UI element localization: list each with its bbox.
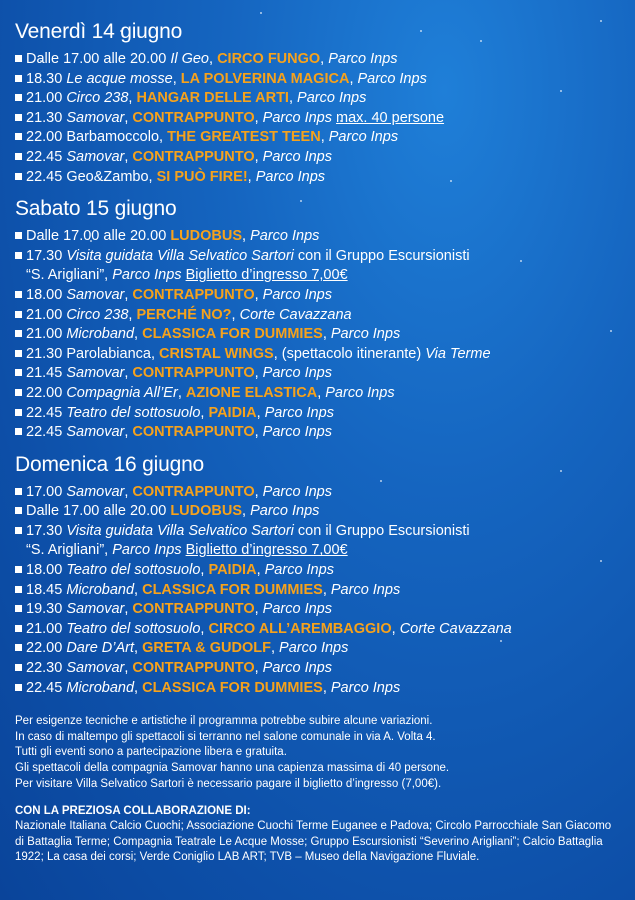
bullet-icon [15, 311, 22, 318]
event-show-title: CIRCO FUNGO [217, 51, 321, 67]
event-company: Teatro del sottosuolo [66, 562, 201, 579]
event-place: Parco Inps [262, 109, 332, 126]
event-time: 22.00 [26, 640, 63, 657]
collab-text: Nazionale Italiana Calcio Cuochi; Associazione Cuochi Terme Euganee e Padova; Circolo Parrocchiale San Giacomo di Battaglia Terme; Compagnia Teatrale Le Acque Mosse; Gruppo Escursionisti “Severino Arigliani”; Calcio Battaglia 1922; La casa dei corsi; Verde Coniglio LAB ART; TVB – Museo della Navigazione Fluviale. [15, 820, 612, 864]
event-company: Parolabianca [66, 345, 151, 362]
event-place: Parco Inps [262, 424, 332, 441]
event-time: Dalle 17.00 alle 20.00 [26, 51, 167, 67]
bullet-icon [15, 75, 22, 82]
event-row: 21.30 Parolabianca, CRISTAL WINGS, (spettacolo itinerante) Via Terme [15, 345, 625, 365]
event-show-title: CRISTAL WINGS [159, 345, 274, 362]
event-place: Parco Inps [255, 168, 326, 185]
event-show-title: CIRCO ALL’AREMBAGGIO [208, 620, 392, 637]
event-company: Dare D’Art [66, 640, 135, 657]
event-show-title: CONTRAPPUNTO [132, 109, 255, 126]
bullet-icon [15, 566, 22, 573]
event-company: Samovar [66, 365, 125, 382]
event-place: Parco Inps [330, 326, 401, 343]
bullet-icon [15, 389, 22, 396]
note-line: Per esigenze tecniche e artistiche il programma potrebbe subire alcune variazioni. [15, 715, 433, 728]
event-place: Parco Inps [262, 148, 332, 165]
event-time: 17.30 [26, 522, 63, 539]
event-show-title: GRETA & GUDOLF [142, 640, 271, 657]
bullet-icon [15, 291, 22, 298]
event-row: 21.00 Circo 238, PERCHÉ NO?, Corte Cavazzana [15, 306, 625, 326]
event-row: 18.00 Teatro del sottosuolo, PAIDIA, Parco Inps [15, 561, 625, 581]
day-section [15, 453, 625, 699]
event-company: Geo&Zambo [66, 168, 149, 185]
bullet-icon [15, 605, 22, 612]
star-decoration [260, 12, 262, 14]
event-row: 22.45 Microband, CLASSICA FOR DUMMIES, Parco Inps [15, 679, 625, 699]
note-line: Tutti gli eventi sono a partecipazione libera e gratuita. [15, 746, 287, 759]
bullet-icon [15, 644, 22, 651]
event-row: 18.45 Microband, CLASSICA FOR DUMMIES, Parco Inps [15, 581, 625, 601]
event-show-title: CONTRAPPUNTO [132, 148, 255, 165]
event-row: 22.00 Compagnia All’Er, AZIONE ELASTICA, Parco Inps [15, 384, 625, 404]
program-page [15, 20, 625, 866]
bullet-icon [15, 153, 22, 160]
note-line: In caso di maltempo gli spettacoli si terranno nel salone comunale in via A. Volta 4. [15, 730, 436, 743]
event-company: Samovar [66, 148, 125, 165]
event-suffix: con il Gruppo Escursionisti [297, 247, 470, 264]
event-row: 18.00 Samovar, CONTRAPPUNTO, Parco Inps [15, 286, 625, 306]
event-show-title: THE GREATEST TEEN [167, 129, 321, 146]
event-time: Dalle 17.00 alle 20.00 [26, 503, 167, 520]
event-show-title: CLASSICA FOR DUMMIES [142, 581, 323, 598]
event-place: Parco Inps [325, 384, 395, 401]
event-place: Parco Inps [330, 581, 401, 598]
event-place: Parco Inps [262, 365, 332, 382]
bullet-icon [15, 625, 22, 632]
event-place: Parco Inps [328, 129, 399, 146]
event-place: Parco Inps [262, 483, 332, 500]
bullet-icon [15, 133, 22, 140]
bullet-icon [15, 507, 22, 514]
event-place: Parco Inps [297, 90, 367, 107]
bullet-icon [15, 527, 22, 534]
event-time: 18.00 [26, 562, 63, 579]
event-show-title: AZIONE ELASTICA [185, 384, 318, 401]
event-ticket: Biglietto d’ingresso 7,00€ [185, 542, 348, 559]
event-show-title: CLASSICA FOR DUMMIES [142, 326, 323, 343]
event-time: 17.00 [26, 483, 63, 500]
event-company: Barbamoccolo [66, 129, 160, 146]
event-row: 22.45 Samovar, CONTRAPPUNTO, Parco Inps [15, 423, 625, 443]
day-title: Sabato 15 giugno [15, 197, 177, 221]
event-row: 22.00 Dare D’Art, GRETA & GUDOLF, Parco Inps [15, 639, 625, 659]
bullet-icon [15, 428, 22, 435]
bullet-icon [15, 350, 22, 357]
event-company: Microband [66, 581, 135, 598]
event-row-continuation [15, 266, 625, 286]
event-place: Parco Inps [264, 562, 334, 579]
event-show-title: PAIDIA [208, 562, 257, 579]
event-row: 22.45 Samovar, CONTRAPPUNTO, Parco Inps [15, 148, 625, 168]
event-row [15, 247, 625, 267]
event-company: Visita guidata Villa Selvatico Sartori [66, 247, 294, 264]
event-company: Samovar [66, 109, 125, 126]
event-company: Teatro del sottosuolo [66, 620, 201, 637]
event-place: Parco Inps [264, 404, 334, 421]
event-group: “S. Arigliani”, [26, 267, 109, 284]
event-company: Teatro del sottosuolo [66, 404, 201, 421]
bullet-icon [15, 173, 22, 180]
event-time: 18.00 [26, 286, 63, 303]
event-time: 22.45 [26, 679, 63, 696]
bullet-icon [15, 586, 22, 593]
event-row: 22.00 Barbamoccolo, THE GREATEST TEEN, Parco Inps [15, 128, 625, 148]
event-place: Via Terme [425, 345, 491, 362]
bullet-icon [15, 664, 22, 671]
event-company: Il Geo [170, 51, 209, 67]
event-group: “S. Arigliani”, [26, 542, 109, 559]
event-show-title: CONTRAPPUNTO [132, 483, 255, 500]
event-company: Le acque mosse [66, 70, 173, 87]
event-row: Dalle 17.00 alle 20.00 LUDOBUS, Parco Inps [15, 502, 625, 522]
event-time: 17.30 [26, 247, 63, 264]
event-show-title: CONTRAPPUNTO [132, 660, 255, 677]
event-row: Dalle 17.00 alle 20.00 Il Geo, CIRCO FUNGO, Parco Inps [15, 50, 625, 70]
event-time: 18.45 [26, 581, 63, 598]
event-ticket: Biglietto d’ingresso 7,00€ [185, 267, 348, 284]
event-show-title: CONTRAPPUNTO [132, 424, 255, 441]
event-row [15, 522, 625, 542]
event-company: Samovar [66, 660, 125, 677]
event-place: Parco Inps [262, 660, 332, 677]
notes-block [15, 714, 625, 792]
event-suffix: con il Gruppo Escursionisti [297, 522, 470, 539]
event-company: Samovar [66, 483, 125, 500]
event-company: Circo 238 [66, 306, 129, 323]
event-place: Parco Inps [112, 542, 182, 559]
event-place: Parco Inps [357, 70, 427, 87]
note-line: Per visitare Villa Selvatico Sartori è necessario pagare il biglietto d’ingresso (7,00€). [15, 777, 442, 790]
event-place: Parco Inps [250, 503, 320, 520]
event-time: 21.00 [26, 306, 63, 323]
event-time: 21.00 [26, 620, 63, 637]
event-show-title: CLASSICA FOR DUMMIES [142, 679, 323, 696]
event-company: Circo 238 [66, 90, 129, 107]
event-row: 21.30 Samovar, CONTRAPPUNTO, Parco Inps max. 40 persone [15, 109, 625, 129]
event-row: 22.30 Samovar, CONTRAPPUNTO, Parco Inps [15, 659, 625, 679]
event-time: 22.45 [26, 424, 63, 441]
event-place: Corte Cavazzana [239, 306, 352, 323]
event-note: (spettacolo itinerante) [281, 345, 422, 362]
event-row: Dalle 17.00 alle 20.00 LUDOBUS, Parco Inps [15, 227, 625, 247]
bullet-icon [15, 369, 22, 376]
event-show-title: CONTRAPPUNTO [132, 365, 255, 382]
event-company: Microband [66, 679, 135, 696]
bullet-icon [15, 684, 22, 691]
bullet-icon [15, 409, 22, 416]
bullet-icon [15, 94, 22, 101]
bullet-icon [15, 55, 22, 62]
event-row: 17.00 Samovar, CONTRAPPUNTO, Parco Inps [15, 483, 625, 503]
event-company: Compagnia All’Er [66, 384, 178, 401]
event-show-title: CONTRAPPUNTO [132, 286, 255, 303]
event-row: 22.45 Teatro del sottosuolo, PAIDIA, Parco Inps [15, 404, 625, 424]
day-title: Domenica 16 giugno [15, 452, 205, 476]
event-company: Visita guidata Villa Selvatico Sartori [66, 522, 294, 539]
event-row: 19.30 Samovar, CONTRAPPUNTO, Parco Inps [15, 600, 625, 620]
bullet-icon [15, 488, 22, 495]
event-row: 21.00 Microband, CLASSICA FOR DUMMIES, Parco Inps [15, 325, 625, 345]
event-time: 21.30 [26, 109, 63, 126]
event-show-title: CONTRAPPUNTO [132, 601, 255, 618]
event-time: 18.30 [26, 70, 63, 87]
event-place: Parco Inps [262, 286, 332, 303]
event-row: 21.00 Teatro del sottosuolo, CIRCO ALL’AREMBAGGIO, Corte Cavazzana [15, 620, 625, 640]
event-row-continuation [15, 541, 625, 561]
event-show-title: PAIDIA [208, 404, 257, 421]
event-time: 22.45 [26, 148, 63, 165]
days-container [15, 20, 625, 698]
event-extra: max. 40 persone [336, 109, 445, 126]
event-time: Dalle 17.00 alle 20.00 [26, 228, 167, 245]
event-show-title: LUDOBUS [170, 503, 243, 520]
event-place: Parco Inps [112, 267, 182, 284]
event-time: 22.00 [26, 384, 63, 401]
event-time: 22.45 [26, 404, 63, 421]
event-time: 22.45 [26, 168, 63, 185]
event-company: Samovar [66, 601, 125, 618]
event-time: 21.45 [26, 365, 63, 382]
event-row: 21.45 Samovar, CONTRAPPUNTO, Parco Inps [15, 364, 625, 384]
event-time: 22.00 [26, 129, 63, 146]
event-company: Samovar [66, 286, 125, 303]
event-time: 19.30 [26, 601, 63, 618]
event-place: Parco Inps [328, 51, 398, 67]
event-company: Samovar [66, 424, 125, 441]
day-title: Venerdì 14 giugno [15, 20, 183, 43]
event-place: Parco Inps [250, 228, 320, 245]
event-time: 21.00 [26, 90, 63, 107]
event-show-title: SI PUÒ FIRE! [156, 168, 248, 185]
event-company: Microband [66, 326, 135, 343]
day-section [15, 20, 625, 187]
event-row: 18.30 Le acque mosse, LA POLVERINA MAGICA, Parco Inps [15, 70, 625, 90]
bullet-icon [15, 252, 22, 259]
event-show-title: LA POLVERINA MAGICA [180, 70, 350, 87]
event-place: Parco Inps [330, 679, 401, 696]
bullet-icon [15, 330, 22, 337]
bullet-icon [15, 114, 22, 121]
event-show-title: HANGAR DELLE ARTI [136, 90, 289, 107]
event-show-title: PERCHÉ NO? [136, 306, 232, 323]
event-place: Corte Cavazzana [399, 620, 512, 637]
event-place: Parco Inps [262, 601, 332, 618]
event-row: 22.45 Geo&Zambo, SI PUÒ FIRE!, Parco Inps [15, 168, 625, 188]
event-place: Parco Inps [279, 640, 349, 657]
event-row: 21.00 Circo 238, HANGAR DELLE ARTI, Parco Inps [15, 89, 625, 109]
event-time: 22.30 [26, 660, 63, 677]
note-line: Gli spettacoli della compagnia Samovar hanno una capienza massima di 40 persone. [15, 762, 450, 774]
event-time: 21.00 [26, 326, 63, 343]
day-section [15, 197, 625, 443]
bullet-icon [15, 232, 22, 239]
event-show-title: LUDOBUS [170, 228, 243, 245]
collab-title: CON LA PREZIOSA COLLABORAZIONE DI: [15, 805, 251, 818]
event-time: 21.30 [26, 345, 63, 362]
